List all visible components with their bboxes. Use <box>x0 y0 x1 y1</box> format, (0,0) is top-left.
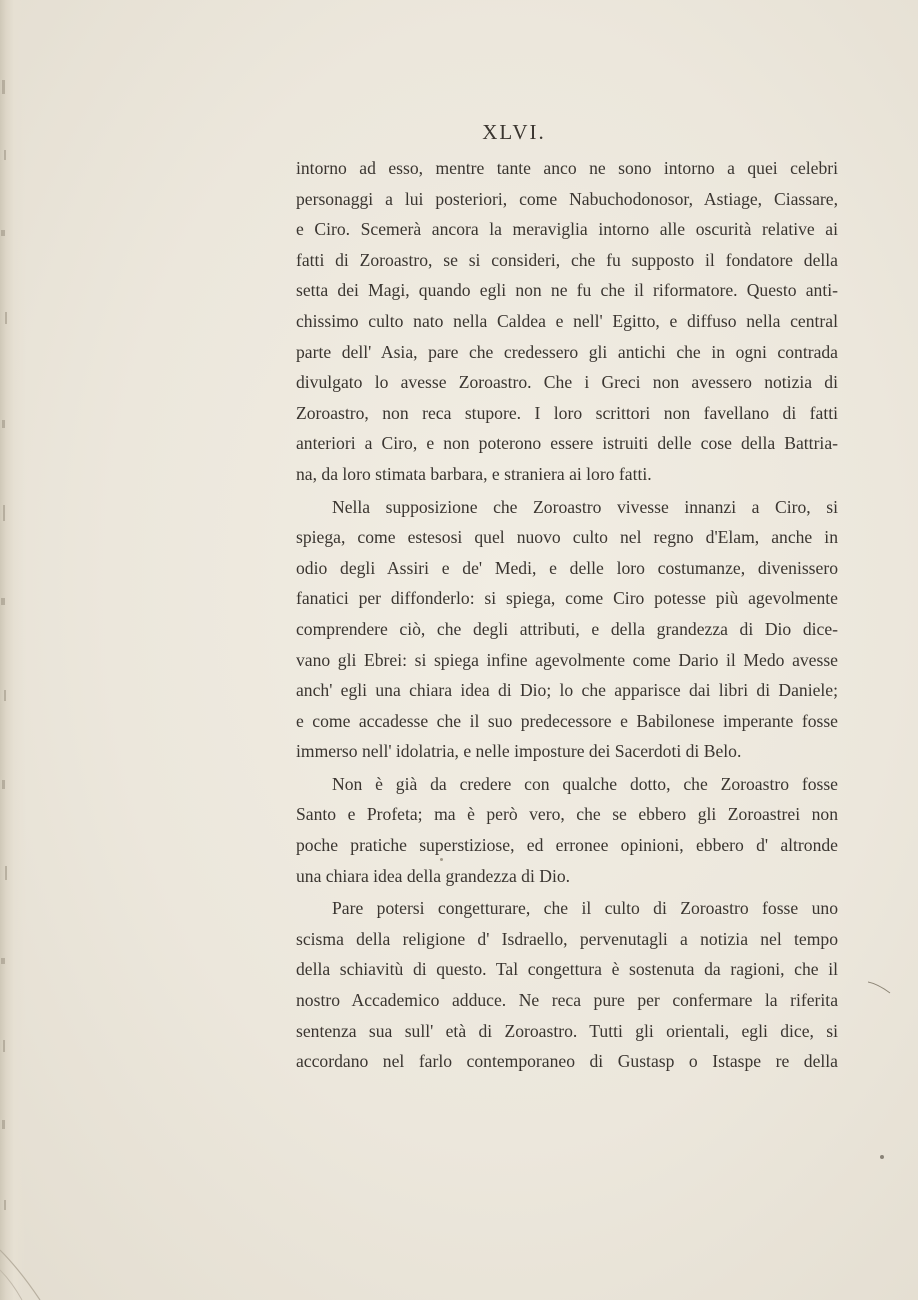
text-line: Non è già da credere con qualche dotto, che Zoroastro fosse <box>332 773 838 794</box>
text-line: nostro Accademico adduce. Ne reca pure per confermare la riferita <box>296 990 838 1011</box>
text-line: fatti di Zoroastro, se si consideri, che fu supposto il fondatore della <box>296 249 838 270</box>
text-line: parte dell' Asia, pare che credessero gli antichi che in ogni contrada <box>296 341 838 362</box>
text-line: personaggi a lui posteriori, come Nabuchodonosor, Astiage, Ciassare, <box>296 188 838 209</box>
text-line: chissimo culto nato nella Caldea e nell' Egitto, e diffuso nella central <box>296 310 838 331</box>
ink-speck <box>880 1155 884 1159</box>
text-line: na, da loro stimata barbara, e straniera ai loro fatti. <box>296 463 652 484</box>
text-line: vano gli Ebrei: si spiega infine agevolmente come Dario il Medo avesse <box>296 649 838 670</box>
text-line: odio degli Assiri e de' Medi, e delle loro costumanze, divenissero <box>296 557 838 578</box>
ink-speck <box>440 858 443 861</box>
text-line: immerso nell' idolatria, e nelle imposture dei Sacerdoti di Belo. <box>296 741 742 762</box>
paragraph <box>296 893 838 1077</box>
body-text <box>296 153 838 1077</box>
page-number: XLVI. <box>482 120 546 144</box>
text-line: fanatici per diffonderlo: si spiega, come Ciro potesse più agevolmente <box>296 588 838 609</box>
text-line: anch' egli una chiara idea di Dio; lo che apparisce dai libri di Daniele; <box>296 680 838 701</box>
corner-crease-mark <box>0 1230 60 1300</box>
text-line: divulgato lo avesse Zoroastro. Che i Greci non avessero notizia di <box>296 372 838 393</box>
text-line: sentenza sua sull' età di Zoroastro. Tutti gli orientali, egli dice, si <box>296 1020 838 1041</box>
text-line: Santo e Profeta; ma è però vero, che se ebbero gli Zoroastrei non <box>296 804 838 825</box>
text-line: della schiavitù di questo. Tal congettura è sostenuta da ragioni, che il <box>296 959 838 980</box>
text-line: e Ciro. Scemerà ancora la meraviglia intorno alle oscurità relative ai <box>296 219 838 240</box>
paragraph <box>296 492 838 767</box>
text-line: Nella supposizione che Zoroastro vivesse innanzi a Ciro, si <box>332 496 838 517</box>
binding-stain-marks <box>0 0 30 1300</box>
text-line: intorno ad esso, mentre tante anco ne sono intorno a quei celebri <box>296 158 838 178</box>
paragraph <box>296 153 838 490</box>
text-line: spiega, come estesosi quel nuovo culto nel regno d'Elam, anche in <box>296 527 838 548</box>
text-line: una chiara idea della grandezza di Dio. <box>296 865 571 886</box>
text-line: comprendere ciò, che degli attributi, e della grandezza di Dio dice- <box>296 618 838 639</box>
text-line: setta dei Magi, quando egli non ne fu che il riformatore. Questo anti- <box>296 280 838 301</box>
text-line: anteriori a Ciro, e non poterono essere istruiti delle cose della Battria- <box>296 433 838 454</box>
text-line: scisma della religione d' Isdraello, pervenutagli a notizia nel tempo <box>296 928 838 949</box>
stray-mark <box>868 980 892 994</box>
text-line: e come accadesse che il suo predecessore e Babilonese imperante fosse <box>296 710 838 731</box>
text-line: Pare potersi congetturare, che il culto di Zoroastro fosse uno <box>332 898 838 919</box>
text-line: accordano nel farlo contemporaneo di Gustasp o Istaspe re della <box>296 1051 838 1072</box>
paragraph <box>296 769 838 891</box>
text-line: poche pratiche superstiziose, ed erronee opinioni, ebbero d' altronde <box>296 835 838 856</box>
text-line: Zoroastro, non reca stupore. I loro scrittori non favellano di fatti <box>296 402 838 423</box>
